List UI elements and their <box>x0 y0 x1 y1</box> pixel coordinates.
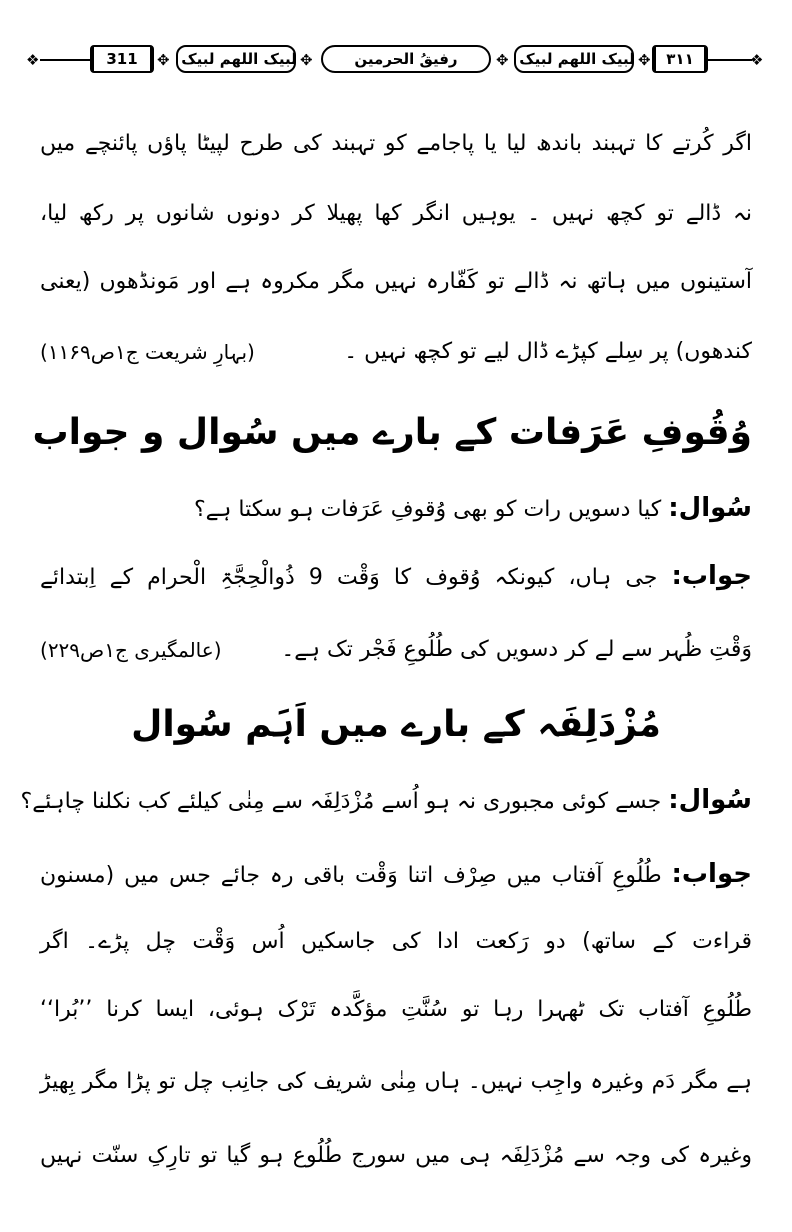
answer-label: جواب: <box>671 859 752 889</box>
paragraph-line: اگر کُرتے کا تہبند باندھ لیا یا پاجامے کو تہبند کی طرح لپیٹا پاؤں پائنچے میں <box>40 131 752 156</box>
paragraph-line: آستینوں میں ہاتھ نہ ڈالے تو کَفّارہ نہیں مگر مکروہ ہے اور مَونڈھوں (یعنی <box>40 269 752 294</box>
section-heading: وُقُوفِ عَرَفات کے بارے میں سُوال و جواب <box>32 412 752 453</box>
answer-line <box>40 856 752 894</box>
answer-text: وَقْتِ ظُہر سے لے کر دسویں کی طُلُوعِ فَجْر تک ہے۔ <box>281 637 752 662</box>
ornament: ✥ <box>638 51 651 69</box>
answer-line-with-reference <box>40 632 752 668</box>
answer-line: ہے مگر دَم وغیرہ واجِب نہیں۔ ہاں مِنٰی شریف کی جانِب چل تو پڑا مگر بِھیڑ <box>40 1069 752 1094</box>
book-title: رفیقُ الحرمین <box>321 45 491 73</box>
ornament: ✥ <box>496 51 509 69</box>
header-rule-left <box>40 59 90 61</box>
page-header <box>26 40 766 80</box>
header-rule-right <box>706 59 752 61</box>
answer-text: طُلُوعِ آفتاب میں صِرْف اتنا وَقْت باقی رہ جائے جس میں (مسنون <box>40 863 662 888</box>
paragraph-line-text: کندھوں) پر سِلے کپڑے ڈال لیے تو کچھ نہیں ۔ <box>344 339 752 364</box>
answer-line: وغیرہ کی وجہ سے مُزْدَلِفَہ ہی میں سورج طُلُوع ہو گیا تو تارِکِ سنّت نہیں <box>40 1143 752 1168</box>
answer-line: طُلُوعِ آفتاب تک ٹھہرا رہا تو سُنَّتِ مؤکَّدہ تَرْک ہوئی، ایسا کرنا ’’بُرا‘‘ <box>40 997 752 1022</box>
answer-line <box>40 558 752 596</box>
question-label: سُوال: <box>668 493 752 523</box>
question-label: سُوال: <box>668 785 752 815</box>
question-line <box>20 782 752 820</box>
right-ornament: ❖ <box>750 51 764 69</box>
answer-label: جواب: <box>671 561 752 591</box>
question-text: جسے کوئی مجبوری نہ ہو اُسے مُزْدَلِفَہ سے مِنٰی کیلئے کب نکلنا چاہئے؟ <box>20 789 662 814</box>
ornament: ✥ <box>157 51 170 69</box>
answer-line: قراءت کے ساتھ) دو رَکعت ادا کی جاسکیں اُس وَقْت چل پڑے۔ اگر <box>40 929 752 954</box>
reference: (عالمگیری ج۱ص۲۲۹) <box>40 638 222 662</box>
question-text: کیا دسویں رات کو بھی وُقوفِ عَرَفات ہو سکتا ہے؟ <box>193 497 662 522</box>
answer-text: جی ہاں، کیونکہ وُقوف کا وَقْت 9 ذُوالْحِجَّۃِ الْحرام کے اِبتدائے <box>40 565 658 590</box>
question-line <box>40 490 752 528</box>
running-head-left: لبیک اللھم لبیک <box>176 45 296 73</box>
left-ornament: ❖ <box>26 51 40 69</box>
paragraph-line: نہ ڈالے تو کچھ نہیں ۔ یوہیں انگر کھا پھیلا کر دونوں شانوں پر رکھ لیا، <box>40 201 752 226</box>
page-number-urdu: ۳۱۱ <box>652 45 708 73</box>
section-heading: مُزْدَلِفَہ کے بارے میں اَہَم سُوال <box>131 704 661 745</box>
page-number-latin: 311 <box>90 45 154 73</box>
running-head-right: لبیک اللھم لبیک <box>514 45 634 73</box>
reference: (بہارِ شریعت ج۱ص۱۱۶۹) <box>40 340 255 364</box>
ornament: ✥ <box>300 51 313 69</box>
paragraph-line-with-reference <box>40 334 752 370</box>
